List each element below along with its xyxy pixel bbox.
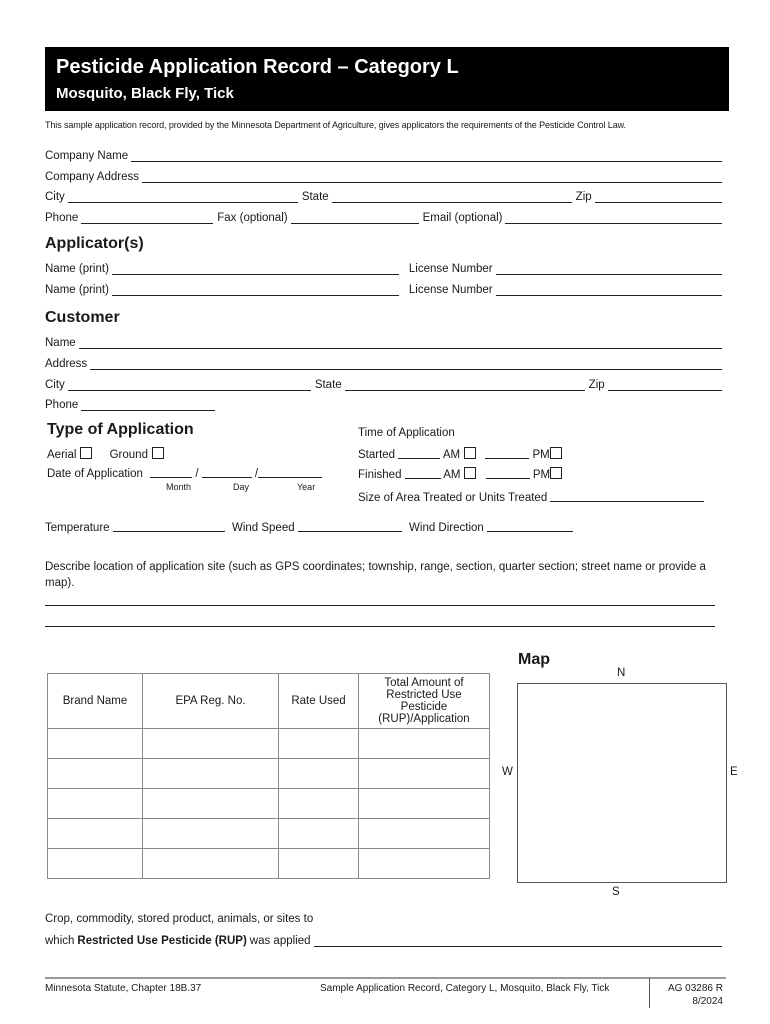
aerial-checkbox[interactable] bbox=[80, 447, 92, 459]
size-label: Size of Area Treated or Units Treated bbox=[358, 492, 548, 504]
rate-used-header: Rate Used bbox=[279, 674, 359, 729]
footer-rule bbox=[45, 977, 726, 979]
company-city-label: City bbox=[45, 191, 65, 203]
company-fax-field[interactable] bbox=[291, 213, 419, 224]
table-cell[interactable] bbox=[359, 789, 490, 819]
weather-row bbox=[45, 521, 573, 534]
table-row bbox=[48, 819, 490, 849]
day-caption: Day bbox=[233, 482, 250, 492]
crop-applied-label: was applied bbox=[249, 935, 311, 947]
finished-pm-field[interactable] bbox=[486, 468, 530, 479]
temperature-field[interactable] bbox=[113, 521, 225, 532]
finished-am-field[interactable] bbox=[405, 468, 441, 479]
type-heading: Type of Application bbox=[47, 421, 194, 438]
page-title: Pesticide Application Record – Category L bbox=[56, 56, 459, 78]
crop-field[interactable] bbox=[314, 936, 722, 947]
year-field[interactable] bbox=[258, 467, 322, 478]
map-east-label: E bbox=[730, 766, 738, 778]
started-am-label: AM bbox=[442, 449, 461, 461]
customer-city-label: City bbox=[45, 379, 65, 391]
wind-direction-field[interactable] bbox=[487, 521, 573, 532]
company-state-field[interactable] bbox=[332, 192, 572, 203]
map-north-label: N bbox=[617, 667, 626, 679]
table-row bbox=[48, 849, 490, 879]
table-row bbox=[48, 789, 490, 819]
applicator-name-field[interactable] bbox=[112, 264, 399, 275]
company-zip-label: Zip bbox=[575, 191, 592, 203]
table-cell[interactable] bbox=[48, 759, 143, 789]
location-description: Describe location of application site (such as GPS coordinates; township, range, section, quarter section; street name or provide a map). bbox=[45, 561, 706, 589]
table-cell[interactable] bbox=[359, 849, 490, 879]
application-type-options bbox=[47, 447, 164, 461]
company-name-field[interactable] bbox=[131, 151, 722, 162]
table-cell[interactable] bbox=[143, 729, 279, 759]
applicator-license-field[interactable] bbox=[496, 264, 722, 275]
footer-date: 8/2024 bbox=[692, 996, 723, 1007]
crop-row bbox=[45, 931, 726, 947]
ground-label: Ground bbox=[109, 449, 148, 461]
date-slash: / bbox=[195, 468, 199, 480]
table-cell[interactable] bbox=[359, 729, 490, 759]
finished-label: Finished bbox=[358, 469, 402, 481]
map-drawing-area[interactable] bbox=[517, 683, 727, 883]
applicator-license-label: License Number bbox=[408, 263, 493, 275]
crop-rup-label: Restricted Use Pesticide (RUP) bbox=[77, 935, 247, 947]
company-address-field[interactable] bbox=[142, 172, 722, 183]
customer-phone-field[interactable] bbox=[81, 400, 215, 411]
applicator-row-2 bbox=[45, 280, 726, 296]
company-city-row bbox=[45, 187, 726, 203]
total-amount-header: Total Amount of Restricted Use Pesticide (RUP)/Application bbox=[359, 674, 490, 729]
map-west-label: W bbox=[502, 766, 513, 778]
customer-city-field[interactable] bbox=[68, 380, 311, 391]
customer-name-row bbox=[45, 333, 726, 349]
crop-which-label: which bbox=[45, 935, 75, 947]
size-row bbox=[358, 491, 704, 504]
brand-name-header: Brand Name bbox=[48, 674, 143, 729]
month-field[interactable] bbox=[150, 467, 192, 478]
applicator-name-label: Name (print) bbox=[45, 263, 109, 275]
ground-checkbox[interactable] bbox=[152, 447, 164, 459]
table-cell[interactable] bbox=[279, 819, 359, 849]
customer-address-row bbox=[45, 354, 726, 370]
date-of-application bbox=[47, 467, 322, 480]
footer-divider bbox=[649, 978, 650, 1008]
finished-am-label: AM bbox=[443, 469, 461, 481]
customer-address-field[interactable] bbox=[90, 359, 722, 370]
company-zip-field[interactable] bbox=[595, 192, 722, 203]
table-cell[interactable] bbox=[48, 729, 143, 759]
header-banner bbox=[45, 47, 729, 111]
company-address-row bbox=[45, 167, 726, 183]
customer-state-field[interactable] bbox=[345, 380, 585, 391]
applicator-name-field[interactable] bbox=[112, 285, 399, 296]
customer-phone-label: Phone bbox=[45, 399, 79, 411]
wind-direction-label: Wind Direction bbox=[409, 522, 484, 534]
table-cell[interactable] bbox=[48, 789, 143, 819]
company-city-field[interactable] bbox=[68, 192, 298, 203]
company-phone-row bbox=[45, 208, 726, 224]
map-title: Map bbox=[518, 651, 550, 668]
started-am-field[interactable] bbox=[398, 448, 440, 459]
size-field[interactable] bbox=[550, 491, 704, 502]
started-pm-checkbox[interactable] bbox=[550, 447, 562, 459]
applicator-license-field[interactable] bbox=[496, 285, 722, 296]
customer-state-label: State bbox=[314, 379, 342, 391]
company-address-label: Company Address bbox=[45, 171, 139, 183]
table-cell[interactable] bbox=[279, 759, 359, 789]
table-cell[interactable] bbox=[279, 849, 359, 879]
table-header-row bbox=[48, 674, 490, 729]
location-field-2[interactable] bbox=[45, 626, 715, 627]
month-caption: Month bbox=[166, 482, 192, 492]
day-field[interactable] bbox=[202, 467, 252, 478]
year-caption: Year bbox=[297, 482, 316, 492]
table-cell[interactable] bbox=[48, 849, 143, 879]
company-state-label: State bbox=[301, 191, 329, 203]
customer-phone-row bbox=[45, 395, 726, 411]
customer-zip-label: Zip bbox=[588, 379, 605, 391]
map-south-label: S bbox=[612, 886, 620, 898]
page-subtitle: Mosquito, Black Fly, Tick bbox=[56, 85, 234, 102]
epa-reg-header: EPA Reg. No. bbox=[143, 674, 279, 729]
crop-line-1: Crop, commodity, stored product, animals, or sites to bbox=[45, 913, 314, 925]
company-email-field[interactable] bbox=[505, 213, 722, 224]
applicators-heading: Applicator(s) bbox=[45, 235, 144, 252]
footer-center: Sample Application Record, Category L, Mosquito, Black Fly, Tick bbox=[320, 983, 610, 994]
company-phone-field[interactable] bbox=[81, 213, 213, 224]
table-cell[interactable] bbox=[143, 849, 279, 879]
started-pm-label: PM bbox=[532, 449, 550, 461]
company-name-row bbox=[45, 146, 726, 162]
footer-statute: Minnesota Statute, Chapter 18B.37 bbox=[45, 983, 202, 994]
table-cell[interactable] bbox=[279, 729, 359, 759]
company-name-label: Company Name bbox=[45, 150, 129, 162]
table-row bbox=[48, 759, 490, 789]
customer-zip-field[interactable] bbox=[608, 380, 722, 391]
table-cell[interactable] bbox=[359, 819, 490, 849]
applicator-name-label: Name (print) bbox=[45, 284, 109, 296]
applicator-row-1 bbox=[45, 259, 726, 275]
aerial-label: Aerial bbox=[47, 449, 77, 461]
customer-address-label: Address bbox=[45, 358, 88, 370]
started-label: Started bbox=[358, 449, 396, 461]
applicator-license-label: License Number bbox=[408, 284, 493, 296]
company-email-label: Email (optional) bbox=[422, 212, 503, 224]
company-phone-label: Phone bbox=[45, 212, 79, 224]
finished-am-checkbox[interactable] bbox=[464, 467, 476, 479]
wind-speed-label: Wind Speed bbox=[231, 522, 295, 534]
company-fax-label: Fax (optional) bbox=[217, 212, 288, 224]
intro-text: This sample application record, provided by the Minnesota Department of Agriculture, gives applicators the requirements of the Pesticide Control Law. bbox=[45, 120, 626, 130]
wind-speed-field[interactable] bbox=[298, 521, 402, 532]
customer-city-row bbox=[45, 375, 726, 391]
started-pm-field[interactable] bbox=[485, 448, 529, 459]
customer-name-label: Name bbox=[45, 337, 76, 349]
location-field-1[interactable] bbox=[45, 605, 715, 606]
table-cell[interactable] bbox=[48, 819, 143, 849]
started-am-checkbox[interactable] bbox=[464, 447, 476, 459]
table-cell[interactable] bbox=[359, 759, 490, 789]
customer-name-field[interactable] bbox=[79, 338, 722, 349]
table-cell[interactable] bbox=[143, 759, 279, 789]
customer-heading: Customer bbox=[45, 309, 120, 326]
finished-pm-checkbox[interactable] bbox=[550, 467, 562, 479]
started-row bbox=[358, 447, 562, 461]
finished-row bbox=[358, 467, 562, 481]
footer-code: AG 03286 R bbox=[667, 983, 723, 994]
finished-pm-label: PM bbox=[532, 469, 551, 481]
product-table bbox=[47, 673, 490, 879]
table-cell[interactable] bbox=[143, 819, 279, 849]
date-label: Date of Application bbox=[47, 468, 143, 480]
date-slash: / bbox=[254, 468, 259, 480]
table-row bbox=[48, 729, 490, 759]
table-cell[interactable] bbox=[279, 789, 359, 819]
time-heading: Time of Application bbox=[358, 427, 455, 439]
temperature-label: Temperature bbox=[45, 522, 110, 534]
table-cell[interactable] bbox=[143, 789, 279, 819]
